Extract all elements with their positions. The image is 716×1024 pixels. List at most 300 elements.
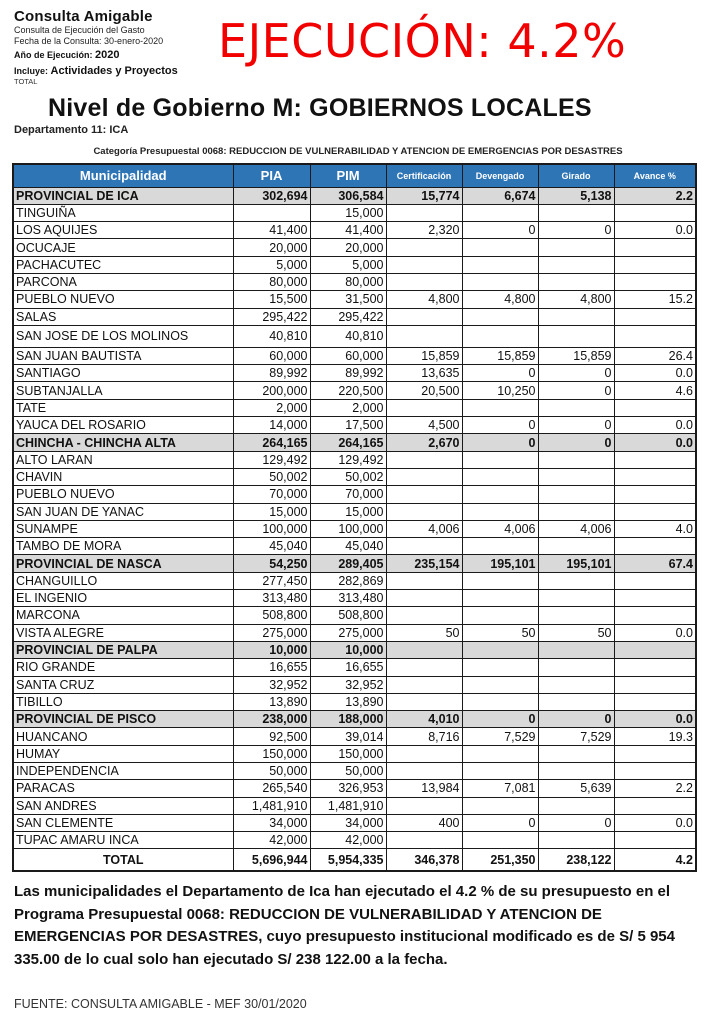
cell-certificacion [386, 273, 462, 290]
includes-value: Actividades y Proyectos [50, 64, 178, 77]
cell-municipalidad: VISTA ALEGRE [13, 624, 233, 641]
cell-certificacion: 13,984 [386, 780, 462, 797]
table-row [13, 607, 696, 624]
cell-girado: 0 [538, 222, 614, 239]
cell-devengado [462, 486, 538, 503]
table-row [13, 222, 696, 239]
cell-avance [614, 468, 696, 485]
cell-pia: 40,810 [233, 325, 310, 347]
cell-pia: 200,000 [233, 382, 310, 399]
cell-devengado: 0 [462, 222, 538, 239]
cell-certificacion [386, 590, 462, 607]
cell-pim: 40,810 [310, 325, 386, 347]
cell-certificacion [386, 399, 462, 416]
cell-municipalidad: TUPAC AMARU INCA [13, 832, 233, 849]
cell-girado [538, 745, 614, 762]
cell-pia: 41,400 [233, 222, 310, 239]
cell-girado: 195,101 [538, 555, 614, 572]
cell-girado: 5,639 [538, 780, 614, 797]
total-avance: 4.2 [614, 849, 696, 871]
cell-pia: 15,500 [233, 291, 310, 308]
cell-pim: 313,480 [310, 590, 386, 607]
table-total-row [13, 849, 696, 871]
cell-girado [538, 607, 614, 624]
cell-pia: 54,250 [233, 555, 310, 572]
cell-pim: 129,492 [310, 451, 386, 468]
cell-certificacion [386, 832, 462, 849]
cell-certificacion [386, 676, 462, 693]
cell-pia: 150,000 [233, 745, 310, 762]
cell-pia [233, 204, 310, 221]
cell-avance: 0.0 [614, 365, 696, 382]
cell-pia: 89,992 [233, 365, 310, 382]
cell-girado: 0 [538, 365, 614, 382]
cell-devengado [462, 399, 538, 416]
cell-municipalidad: PUEBLO NUEVO [13, 291, 233, 308]
cell-devengado: 195,101 [462, 555, 538, 572]
table-subtotal-row [13, 555, 696, 572]
cell-devengado: 7,081 [462, 780, 538, 797]
cell-pia: 264,165 [233, 434, 310, 451]
cell-avance: 0.0 [614, 222, 696, 239]
table-row [13, 256, 696, 273]
cell-municipalidad: PROVINCIAL DE NASCA [13, 555, 233, 572]
cell-municipalidad: EL INGENIO [13, 590, 233, 607]
cell-avance: 0.0 [614, 434, 696, 451]
table-row [13, 520, 696, 537]
cell-girado [538, 572, 614, 589]
cell-municipalidad: INDEPENDENCIA [13, 763, 233, 780]
cell-pia: 14,000 [233, 417, 310, 434]
cell-certificacion [386, 659, 462, 676]
cell-pim: 39,014 [310, 728, 386, 745]
year-line [14, 49, 178, 62]
cell-devengado [462, 468, 538, 485]
cell-certificacion [386, 797, 462, 814]
table-row [13, 347, 696, 364]
cell-municipalidad: LOS AQUIJES [13, 222, 233, 239]
cell-girado: 15,859 [538, 347, 614, 364]
total-pia: 5,696,944 [233, 849, 310, 871]
cell-devengado [462, 538, 538, 555]
cell-municipalidad: TAMBO DE MORA [13, 538, 233, 555]
cell-avance [614, 399, 696, 416]
cell-pia: 100,000 [233, 520, 310, 537]
cell-municipalidad: SUBTANJALLA [13, 382, 233, 399]
cell-girado [538, 273, 614, 290]
cell-devengado [462, 641, 538, 658]
cell-devengado: 0 [462, 711, 538, 728]
cell-pim: 31,500 [310, 291, 386, 308]
cell-pia: 295,422 [233, 308, 310, 325]
cell-certificacion [386, 486, 462, 503]
table-body [13, 187, 696, 849]
cell-avance [614, 273, 696, 290]
cell-devengado [462, 659, 538, 676]
total-certificacion: 346,378 [386, 849, 462, 871]
table-subtotal-row [13, 434, 696, 451]
table-row [13, 763, 696, 780]
cell-municipalidad: SAN CLEMENTE [13, 814, 233, 831]
cell-pim: 41,400 [310, 222, 386, 239]
table-row [13, 273, 696, 290]
cell-certificacion [386, 239, 462, 256]
cell-certificacion [386, 468, 462, 485]
cell-certificacion [386, 693, 462, 710]
cell-municipalidad: ALTO LARAN [13, 451, 233, 468]
table-row [13, 239, 696, 256]
cell-pia: 313,480 [233, 590, 310, 607]
cell-pia: 265,540 [233, 780, 310, 797]
cell-certificacion [386, 763, 462, 780]
table-row [13, 308, 696, 325]
cell-girado [538, 325, 614, 347]
categoria-label: Categoría Presupuestal 0068: REDUCCION DE VULNERABILIDAD Y ATENCION DE EMERGENCIAS POR DESASTRES [93, 146, 623, 157]
cell-devengado [462, 590, 538, 607]
cell-municipalidad: RIO GRANDE [13, 659, 233, 676]
cell-certificacion: 50 [386, 624, 462, 641]
cell-pia: 129,492 [233, 451, 310, 468]
cell-devengado [462, 763, 538, 780]
cell-girado: 0 [538, 711, 614, 728]
table-row [13, 538, 696, 555]
cell-devengado [462, 256, 538, 273]
table-row [13, 572, 696, 589]
cell-certificacion [386, 641, 462, 658]
cell-pia: 50,002 [233, 468, 310, 485]
table-row [13, 382, 696, 399]
table-row [13, 365, 696, 382]
cell-avance: 2.2 [614, 780, 696, 797]
cell-girado: 50 [538, 624, 614, 641]
cell-avance [614, 797, 696, 814]
cell-girado [538, 538, 614, 555]
cell-devengado: 15,859 [462, 347, 538, 364]
cell-girado [538, 676, 614, 693]
cell-pim: 89,992 [310, 365, 386, 382]
cell-pia: 50,000 [233, 763, 310, 780]
cell-pim: 508,800 [310, 607, 386, 624]
cell-avance: 4.0 [614, 520, 696, 537]
cell-avance [614, 204, 696, 221]
cell-avance [614, 538, 696, 555]
cell-devengado [462, 273, 538, 290]
table-row [13, 693, 696, 710]
total-label: TOTAL [14, 77, 38, 87]
cell-pim: 15,000 [310, 503, 386, 520]
cell-municipalidad: MARCONA [13, 607, 233, 624]
cell-municipalidad: SAN JOSE DE LOS MOLINOS [13, 325, 233, 347]
cell-avance [614, 308, 696, 325]
table-row [13, 204, 696, 221]
cell-girado [538, 763, 614, 780]
cell-avance [614, 607, 696, 624]
cell-devengado [462, 832, 538, 849]
cell-girado [538, 832, 614, 849]
cell-municipalidad: SAN JUAN DE YANAC [13, 503, 233, 520]
cell-girado: 0 [538, 417, 614, 434]
cell-certificacion: 4,010 [386, 711, 462, 728]
app-subtitle: Consulta de Ejecución del Gasto [14, 25, 145, 36]
cell-municipalidad: SUNAMPE [13, 520, 233, 537]
cell-pia: 92,500 [233, 728, 310, 745]
cell-girado: 5,138 [538, 187, 614, 204]
cell-pia: 42,000 [233, 832, 310, 849]
cell-avance [614, 503, 696, 520]
cell-avance: 19.3 [614, 728, 696, 745]
cell-municipalidad: PUEBLO NUEVO [13, 486, 233, 503]
col-header-avance: Avance % [614, 164, 696, 187]
cell-avance [614, 832, 696, 849]
cell-municipalidad: SAN JUAN BAUTISTA [13, 347, 233, 364]
cell-pim: 80,000 [310, 273, 386, 290]
cell-devengado [462, 451, 538, 468]
total-label-cell: TOTAL [13, 849, 233, 871]
cell-certificacion: 13,635 [386, 365, 462, 382]
cell-certificacion [386, 451, 462, 468]
table-row [13, 797, 696, 814]
cell-devengado: 7,529 [462, 728, 538, 745]
cell-pim: 326,953 [310, 780, 386, 797]
cell-avance: 67.4 [614, 555, 696, 572]
cell-municipalidad: TATE [13, 399, 233, 416]
consulta-header [14, 8, 178, 87]
summary-paragraph: Las municipalidades el Departamento de Ica han ejecutado el 4.2 % de su presupuesto en el Programa Presupuestal 0068: REDUCCION DE VULNERABILIDAD Y ATENCION DE EMERGENCIAS POR DESASTRES, cuyo presupuesto institucional modificado es de S/ 5 954 335.00 de lo cual solo han ejecutado S/ 238 122.00 a la fecha. [14, 883, 675, 968]
cell-certificacion: 8,716 [386, 728, 462, 745]
cell-pim: 1,481,910 [310, 797, 386, 814]
cell-avance [614, 239, 696, 256]
cell-pia: 32,952 [233, 676, 310, 693]
table-row [13, 486, 696, 503]
cell-certificacion: 4,800 [386, 291, 462, 308]
cell-pia: 80,000 [233, 273, 310, 290]
cell-avance [614, 745, 696, 762]
cell-pim: 45,040 [310, 538, 386, 555]
cell-devengado: 0 [462, 417, 538, 434]
table-subtotal-row [13, 187, 696, 204]
table-row [13, 832, 696, 849]
cell-municipalidad: TIBILLO [13, 693, 233, 710]
cell-girado [538, 451, 614, 468]
cell-pia: 302,694 [233, 187, 310, 204]
cell-pia: 60,000 [233, 347, 310, 364]
table-row [13, 325, 696, 347]
table-subtotal-row [13, 641, 696, 658]
table-row [13, 814, 696, 831]
cell-avance [614, 451, 696, 468]
cell-devengado [462, 797, 538, 814]
cell-pim: 50,000 [310, 763, 386, 780]
cell-avance: 0.0 [614, 417, 696, 434]
cell-devengado [462, 693, 538, 710]
cell-pia: 508,800 [233, 607, 310, 624]
cell-municipalidad: PROVINCIAL DE PALPA [13, 641, 233, 658]
cell-municipalidad: CHANGUILLO [13, 572, 233, 589]
cell-girado: 0 [538, 814, 614, 831]
budget-table [12, 163, 697, 872]
cell-girado: 7,529 [538, 728, 614, 745]
cell-pim: 150,000 [310, 745, 386, 762]
col-header-pia: PIA [233, 164, 310, 187]
cell-avance [614, 256, 696, 273]
cell-pim: 275,000 [310, 624, 386, 641]
cell-pia: 34,000 [233, 814, 310, 831]
cell-certificacion: 15,859 [386, 347, 462, 364]
total-pim: 5,954,335 [310, 849, 386, 871]
cell-pim: 2,000 [310, 399, 386, 416]
cell-devengado: 4,800 [462, 291, 538, 308]
cell-municipalidad: HUANCANO [13, 728, 233, 745]
cell-pim: 17,500 [310, 417, 386, 434]
table-row [13, 590, 696, 607]
app-title: Consulta Amigable [14, 8, 153, 25]
cell-municipalidad: SALAS [13, 308, 233, 325]
cell-pia: 2,000 [233, 399, 310, 416]
cell-avance [614, 590, 696, 607]
table-row [13, 659, 696, 676]
cell-pia: 20,000 [233, 239, 310, 256]
cell-avance: 0.0 [614, 814, 696, 831]
cell-pim: 282,869 [310, 572, 386, 589]
cell-municipalidad: PARCONA [13, 273, 233, 290]
cell-pim: 70,000 [310, 486, 386, 503]
cell-avance: 15.2 [614, 291, 696, 308]
cell-girado: 0 [538, 434, 614, 451]
departamento-label: Departamento 11: ICA [14, 124, 129, 136]
table-row [13, 624, 696, 641]
cell-devengado: 6,674 [462, 187, 538, 204]
cell-certificacion [386, 325, 462, 347]
cell-avance [614, 763, 696, 780]
cell-devengado: 0 [462, 434, 538, 451]
cell-girado [538, 239, 614, 256]
cell-avance: 4.6 [614, 382, 696, 399]
cell-devengado [462, 239, 538, 256]
cell-avance: 0.0 [614, 711, 696, 728]
includes-label: Incluye: [14, 65, 49, 76]
cell-girado [538, 468, 614, 485]
col-header-devengado: Devengado [462, 164, 538, 187]
cell-girado [538, 503, 614, 520]
cell-municipalidad: HUMAY [13, 745, 233, 762]
cell-girado [538, 641, 614, 658]
cell-pia: 16,655 [233, 659, 310, 676]
total-devengado: 251,350 [462, 849, 538, 871]
cell-pim: 220,500 [310, 382, 386, 399]
cell-girado: 0 [538, 382, 614, 399]
cell-devengado: 50 [462, 624, 538, 641]
cell-municipalidad: CHAVIN [13, 468, 233, 485]
cell-municipalidad: PACHACUTEC [13, 256, 233, 273]
cell-avance [614, 325, 696, 347]
table-row [13, 503, 696, 520]
table-row [13, 451, 696, 468]
query-date: Fecha de la Consulta: 30-enero-2020 [14, 35, 164, 46]
cell-pia: 70,000 [233, 486, 310, 503]
cell-devengado [462, 308, 538, 325]
cell-pim: 42,000 [310, 832, 386, 849]
cell-devengado [462, 503, 538, 520]
cell-pia: 275,000 [233, 624, 310, 641]
total-girado: 238,122 [538, 849, 614, 871]
cell-devengado: 0 [462, 814, 538, 831]
cell-devengado [462, 676, 538, 693]
cell-pia: 10,000 [233, 641, 310, 658]
cell-avance [614, 693, 696, 710]
cell-certificacion: 2,670 [386, 434, 462, 451]
cell-devengado [462, 572, 538, 589]
cell-pim: 15,000 [310, 204, 386, 221]
cell-certificacion [386, 503, 462, 520]
cell-girado [538, 204, 614, 221]
cell-pia: 45,040 [233, 538, 310, 555]
table-row [13, 399, 696, 416]
cell-certificacion: 4,006 [386, 520, 462, 537]
cell-pim: 295,422 [310, 308, 386, 325]
table-row [13, 291, 696, 308]
cell-avance [614, 641, 696, 658]
cell-municipalidad: CHINCHA - CHINCHA ALTA [13, 434, 233, 451]
cell-pia: 1,481,910 [233, 797, 310, 814]
cell-girado [538, 486, 614, 503]
cell-pia: 277,450 [233, 572, 310, 589]
cell-girado [538, 797, 614, 814]
cell-certificacion: 4,500 [386, 417, 462, 434]
cell-municipalidad: PARACAS [13, 780, 233, 797]
cell-certificacion [386, 745, 462, 762]
cell-certificacion [386, 538, 462, 555]
cell-municipalidad: PROVINCIAL DE ICA [13, 187, 233, 204]
cell-pia: 5,000 [233, 256, 310, 273]
cell-certificacion [386, 607, 462, 624]
col-header-municipalidad: Municipalidad [13, 164, 233, 187]
cell-certificacion: 2,320 [386, 222, 462, 239]
cell-pim: 188,000 [310, 711, 386, 728]
cell-certificacion [386, 256, 462, 273]
cell-pim: 16,655 [310, 659, 386, 676]
cell-municipalidad: PROVINCIAL DE PISCO [13, 711, 233, 728]
source-note: FUENTE: CONSULTA AMIGABLE - MEF 30/01/2020 [14, 997, 307, 1011]
cell-certificacion: 20,500 [386, 382, 462, 399]
cell-pim: 20,000 [310, 239, 386, 256]
cell-pim: 5,000 [310, 256, 386, 273]
cell-pim: 306,584 [310, 187, 386, 204]
cell-avance [614, 676, 696, 693]
execution-banner: EJECUCIÓN: 4.2% [218, 14, 627, 68]
cell-devengado [462, 204, 538, 221]
col-header-pim: PIM [310, 164, 386, 187]
cell-avance [614, 659, 696, 676]
table-header-row [13, 164, 696, 187]
cell-certificacion [386, 572, 462, 589]
cell-municipalidad: YAUCA DEL ROSARIO [13, 417, 233, 434]
cell-certificacion: 15,774 [386, 187, 462, 204]
cell-avance: 0.0 [614, 624, 696, 641]
cell-pim: 264,165 [310, 434, 386, 451]
cell-municipalidad: OCUCAJE [13, 239, 233, 256]
cell-pim: 60,000 [310, 347, 386, 364]
cell-devengado: 4,006 [462, 520, 538, 537]
cell-girado: 4,006 [538, 520, 614, 537]
cell-pim: 13,890 [310, 693, 386, 710]
cell-certificacion: 400 [386, 814, 462, 831]
cell-pim: 100,000 [310, 520, 386, 537]
cell-avance [614, 486, 696, 503]
cell-girado [538, 659, 614, 676]
year-value: 2020 [95, 48, 120, 61]
col-header-certificacion: Certificación [386, 164, 462, 187]
includes-line [14, 65, 178, 78]
